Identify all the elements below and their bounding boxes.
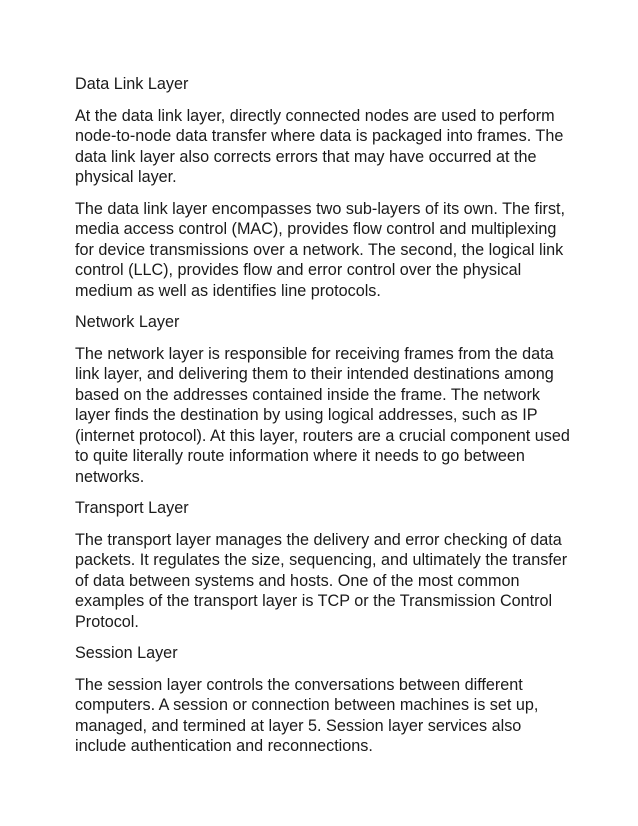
paragraph: The network layer is responsible for receiving frames from the data link layer, and delivering them to their intended destinations among based on the addresses contained inside the frame. The network layer finds the destination by using logical addresses, such as IP (internet protocol). At this layer, routers are a crucial component used to quite literally route information where it needs to go between networks. <box>75 344 570 486</box>
section-heading: Network Layer <box>75 313 180 331</box>
paragraph: The session layer controls the conversations between different computers. A session or connection between machines is set up, managed, and termined at layer 5. Session layer services also include authentication and reconnections. <box>75 675 539 755</box>
section-heading: Session Layer <box>75 644 178 662</box>
document-page <box>75 74 575 768</box>
paragraph: At the data link layer, directly connected nodes are used to perform node-to-node data transfer where data is packaged into frames. The data link layer also corrects errors that may have occurred at the physical layer. <box>75 106 564 186</box>
section-heading: Data Link Layer <box>75 75 189 93</box>
section-network-layer <box>75 312 575 487</box>
section-heading: Transport Layer <box>75 499 189 517</box>
paragraph: The data link layer encompasses two sub-layers of its own. The first, media access control (MAC), provides flow control and multiplexing for device transmissions over a network. The second, the logical link control (LLC), provides flow and error control over the physical medium as well as identifies line protocols. <box>75 199 566 300</box>
section-transport-layer <box>75 498 575 632</box>
paragraph: The transport layer manages the delivery and error checking of data packets. It regulates the size, sequencing, and ultimately the transfer of data between systems and hosts. One of the most common examples of the transport layer is TCP or the Transmission Control Protocol. <box>75 530 568 631</box>
section-data-link-layer <box>75 74 575 301</box>
section-session-layer <box>75 643 575 757</box>
